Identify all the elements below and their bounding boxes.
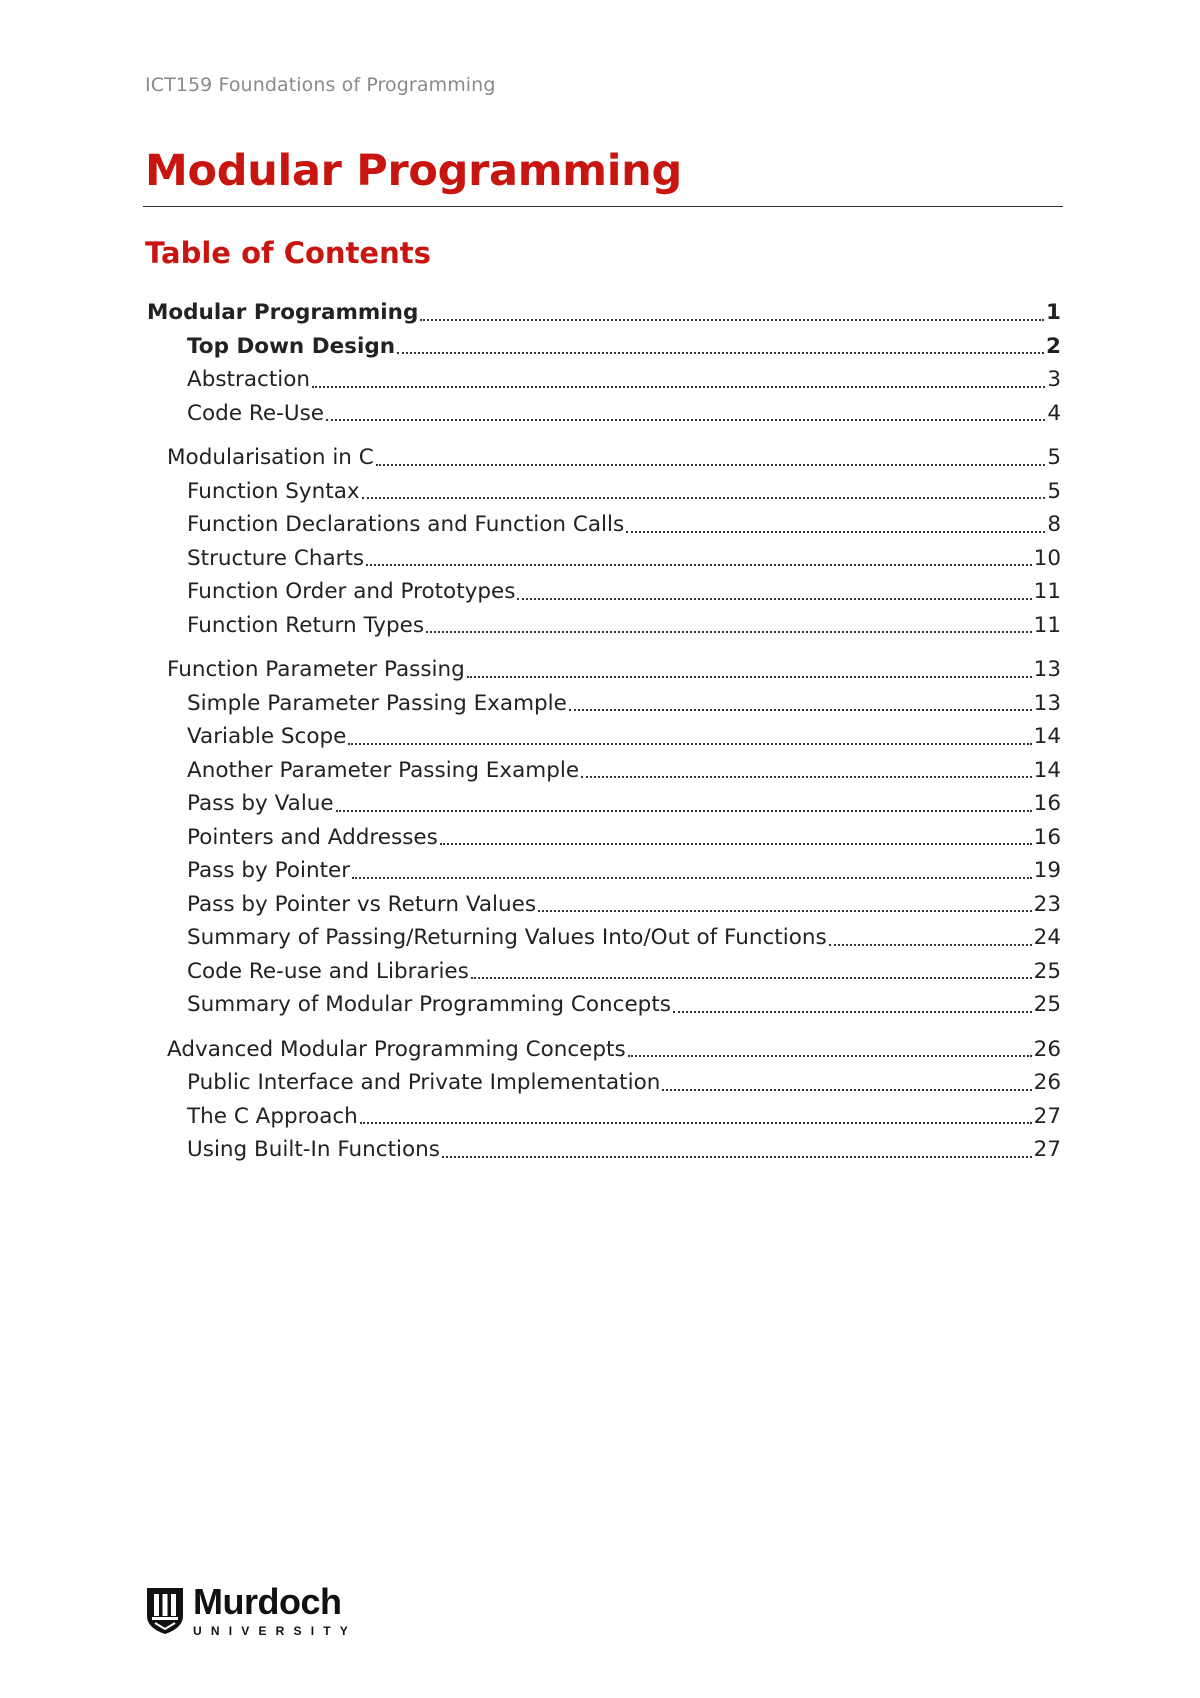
- toc-entry[interactable]: [145, 921, 1061, 955]
- toc-entry[interactable]: [145, 609, 1061, 643]
- toc-entry-page: 27: [1033, 1137, 1061, 1162]
- toc-entry[interactable]: [145, 296, 1061, 330]
- toc-dot-leader: [397, 352, 1044, 354]
- toc-dot-leader: [569, 709, 1032, 711]
- toc-entry[interactable]: [145, 687, 1061, 721]
- toc-dot-leader: [426, 631, 1032, 633]
- toc-dot-leader: [440, 843, 1032, 845]
- toc-entry[interactable]: [145, 821, 1061, 855]
- toc-entry-label: Structure Charts: [187, 545, 365, 571]
- document-title: Modular Programming: [145, 146, 682, 196]
- page-header-course: ICT159 Foundations of Programming: [145, 74, 496, 96]
- toc-entry[interactable]: [145, 1033, 1061, 1067]
- toc-entry[interactable]: [145, 988, 1061, 1022]
- murdoch-logo: [145, 1581, 358, 1638]
- toc-entry[interactable]: [145, 441, 1061, 475]
- toc-dot-leader: [471, 977, 1032, 979]
- toc-dot-leader: [581, 776, 1032, 778]
- toc-entry-label: Summary of Passing/Returning Values Into/Out of Functions: [187, 925, 827, 950]
- toc-entry[interactable]: [145, 653, 1061, 687]
- logo-subtitle: UNIVERSITY: [193, 1624, 358, 1638]
- toc-entry-page: 26: [1033, 1070, 1061, 1095]
- toc-entry-page: 13: [1033, 690, 1061, 716]
- toc-entry[interactable]: [145, 888, 1061, 922]
- toc-dot-leader: [628, 1055, 1032, 1057]
- toc-dot-leader: [420, 319, 1044, 321]
- toc-entry[interactable]: [145, 363, 1061, 397]
- table-of-contents: [145, 296, 1061, 1167]
- toc-dot-leader: [829, 944, 1032, 946]
- toc-entry[interactable]: [145, 720, 1061, 754]
- toc-entry-page: 3: [1047, 367, 1061, 392]
- toc-entry-page: 11: [1033, 612, 1061, 638]
- toc-entry-label: Modularisation in C: [167, 445, 374, 470]
- toc-entry-page: 5: [1047, 445, 1061, 470]
- toc-entry-page: 5: [1047, 478, 1061, 504]
- toc-entry-label: Pass by Value: [187, 791, 334, 816]
- toc-dot-leader: [467, 676, 1032, 678]
- toc-entry-page: 25: [1033, 958, 1061, 984]
- logo-name: Murdoch: [193, 1581, 342, 1622]
- toc-dot-leader: [662, 1089, 1031, 1091]
- toc-entry[interactable]: [145, 787, 1061, 821]
- toc-entry-label: Advanced Modular Programming Concepts: [167, 1036, 626, 1062]
- toc-dot-leader: [517, 598, 1031, 600]
- toc-entry-page: 2: [1046, 333, 1061, 359]
- toc-entry-page: 23: [1033, 891, 1061, 917]
- toc-entry-label: Function Order and Prototypes: [187, 579, 516, 604]
- toc-entry-label: Modular Programming: [147, 300, 419, 325]
- toc-entry-page: 1: [1046, 300, 1061, 325]
- toc-entry-page: 4: [1047, 400, 1061, 426]
- toc-entry[interactable]: [145, 475, 1061, 509]
- toc-dot-leader: [336, 810, 1032, 812]
- toc-entry[interactable]: [145, 542, 1061, 576]
- toc-entry-label: Pass by Pointer vs Return Values: [187, 891, 537, 917]
- toc-entry-label: Pointers and Addresses: [187, 824, 438, 850]
- toc-entry[interactable]: [145, 575, 1061, 609]
- murdoch-crest-icon: [145, 1586, 185, 1636]
- toc-entry[interactable]: [145, 1133, 1061, 1167]
- toc-entry-label: Function Declarations and Function Calls: [187, 512, 625, 537]
- toc-entry-page: 19: [1033, 858, 1061, 883]
- toc-entry-page: 16: [1033, 791, 1061, 816]
- toc-entry[interactable]: [145, 955, 1061, 989]
- toc-dot-leader: [538, 910, 1032, 912]
- toc-entry-label: The C Approach: [187, 1103, 358, 1129]
- toc-entry-label: Top Down Design: [187, 333, 396, 359]
- toc-entry-label: Function Return Types: [187, 612, 425, 638]
- toc-dot-leader: [326, 419, 1045, 421]
- toc-entry-page: 27: [1033, 1103, 1061, 1129]
- toc-entry-label: Function Parameter Passing: [167, 657, 465, 682]
- toc-entry-label: Using Built-In Functions: [187, 1137, 440, 1162]
- toc-entry-page: 10: [1033, 545, 1061, 571]
- toc-entry-label: Simple Parameter Passing Example: [187, 690, 567, 716]
- toc-entry-label: Another Parameter Passing Example: [187, 757, 580, 783]
- toc-entry[interactable]: [145, 397, 1061, 431]
- toc-entry[interactable]: [145, 1066, 1061, 1100]
- toc-entry[interactable]: [145, 854, 1061, 888]
- toc-entry-page: 8: [1047, 512, 1061, 537]
- toc-dot-leader: [366, 564, 1032, 566]
- toc-heading: Table of Contents: [145, 236, 431, 270]
- toc-dot-leader: [626, 531, 1045, 533]
- toc-dot-leader: [442, 1156, 1032, 1158]
- toc-dot-leader: [352, 877, 1032, 879]
- toc-entry-page: 24: [1033, 925, 1061, 950]
- toc-dot-leader: [673, 1011, 1032, 1013]
- toc-entry-label: Code Re-Use: [187, 400, 324, 426]
- toc-dot-leader: [348, 743, 1031, 745]
- toc-entry-label: Public Interface and Private Implementation: [187, 1070, 661, 1095]
- toc-entry-page: 13: [1033, 657, 1061, 682]
- toc-entry-label: Variable Scope: [187, 724, 347, 749]
- toc-entry-page: 26: [1033, 1036, 1061, 1062]
- toc-entry-page: 14: [1033, 757, 1061, 783]
- toc-entry-label: Function Syntax: [187, 478, 360, 504]
- toc-entry-label: Code Re-use and Libraries: [187, 958, 469, 984]
- toc-entry-label: Summary of Modular Programming Concepts: [187, 992, 671, 1017]
- toc-entry[interactable]: [145, 754, 1061, 788]
- toc-entry-label: Abstraction: [187, 367, 311, 392]
- toc-entry-label: Pass by Pointer: [187, 858, 351, 883]
- toc-entry[interactable]: [145, 508, 1061, 542]
- title-underline: [143, 206, 1063, 207]
- toc-entry[interactable]: [145, 330, 1061, 364]
- toc-dot-leader: [362, 497, 1046, 499]
- toc-dot-leader: [312, 386, 1045, 388]
- toc-entry-page: 14: [1033, 724, 1061, 749]
- toc-entry-page: 25: [1033, 992, 1061, 1017]
- toc-dot-leader: [360, 1122, 1032, 1124]
- toc-entry-page: 11: [1033, 579, 1061, 604]
- toc-entry[interactable]: [145, 1100, 1061, 1134]
- toc-entry-page: 16: [1033, 824, 1061, 850]
- toc-dot-leader: [376, 464, 1046, 466]
